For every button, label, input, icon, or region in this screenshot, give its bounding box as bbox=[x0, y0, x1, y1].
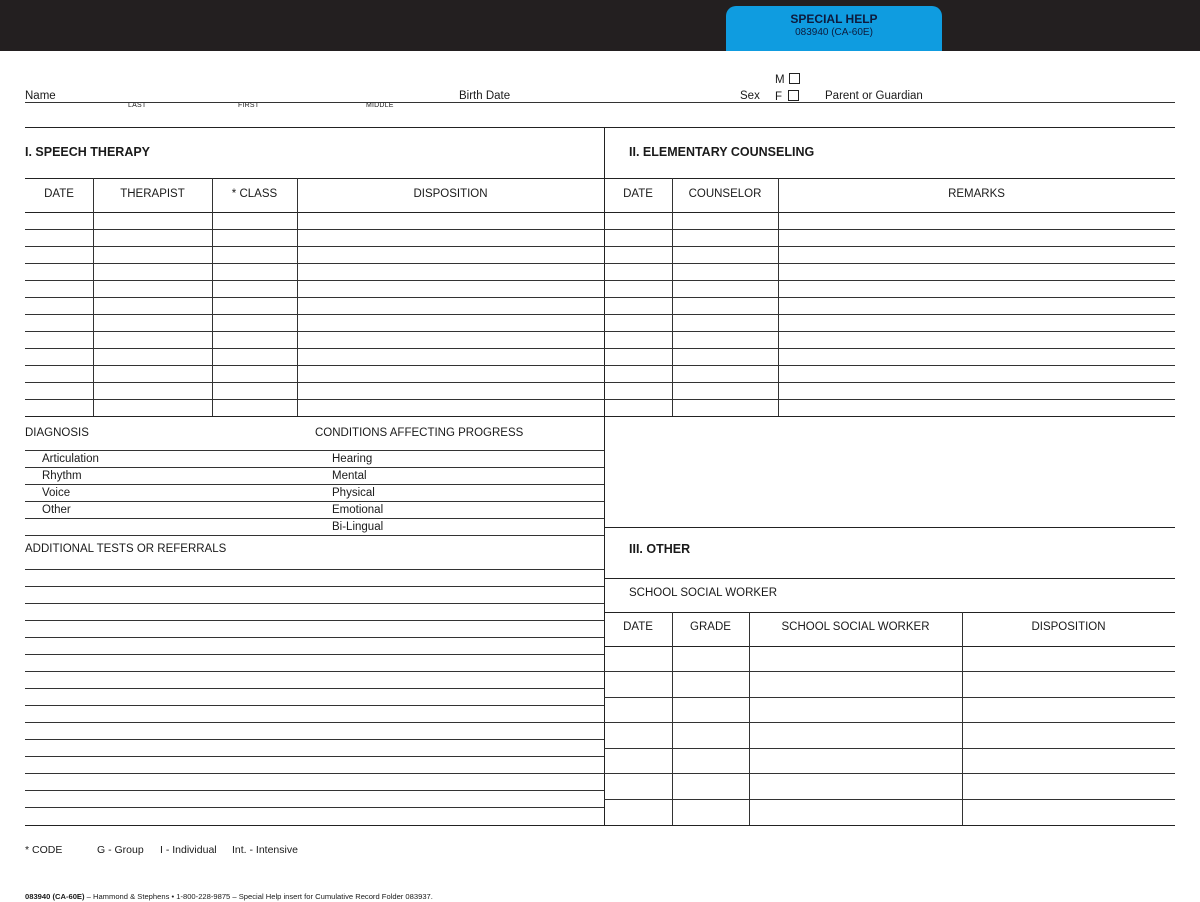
condition-bilingual: Bi-Lingual bbox=[332, 521, 384, 533]
speech-col-therapist: THERAPIST bbox=[120, 188, 185, 200]
table-row bbox=[25, 229, 1175, 230]
speech-therapy-title: I. SPEECH THERAPY bbox=[25, 145, 151, 159]
diagnosis-rule bbox=[25, 450, 604, 451]
other-divider-3 bbox=[962, 612, 963, 825]
diagnosis-rule bbox=[25, 535, 604, 536]
table-row bbox=[25, 246, 1175, 247]
folder-tab bbox=[726, 6, 942, 51]
table-header-bottom-rule bbox=[25, 212, 1175, 213]
header-underline bbox=[25, 102, 1175, 103]
speech-col-date: DATE bbox=[44, 188, 74, 200]
diagnosis-rhythm: Rhythm bbox=[42, 470, 82, 482]
tables-bottom-rule bbox=[25, 416, 1175, 417]
referral-line bbox=[25, 722, 604, 723]
referral-line bbox=[25, 586, 604, 587]
last-label: LAST bbox=[128, 102, 147, 109]
referral-line bbox=[25, 705, 604, 706]
other-header-bottom-rule bbox=[604, 646, 1175, 647]
table-row bbox=[604, 671, 1175, 672]
middle-label: MIDDLE bbox=[366, 102, 394, 109]
guardian-label: Parent or Guardian bbox=[825, 90, 923, 102]
page-bottom-rule bbox=[25, 825, 1175, 826]
additional-tests-label: ADDITIONAL TESTS OR REFERRALS bbox=[25, 543, 227, 555]
table-row bbox=[604, 748, 1175, 749]
referral-line bbox=[25, 637, 604, 638]
other-col-social-worker: SCHOOL SOCIAL WORKER bbox=[781, 621, 930, 633]
code-legend-individual: I - Individual bbox=[160, 844, 217, 856]
other-col-date: DATE bbox=[623, 621, 653, 633]
diagnosis-other: Other bbox=[42, 504, 71, 516]
code-legend-intensive: Int. - Intensive bbox=[232, 844, 298, 856]
center-divider bbox=[604, 127, 605, 825]
female-checkbox[interactable] bbox=[788, 90, 799, 101]
other-col-disposition: DISPOSITION bbox=[1031, 621, 1106, 633]
top-bar bbox=[0, 0, 1200, 51]
social-worker-subtitle: SCHOOL SOCIAL WORKER bbox=[629, 587, 778, 599]
counseling-title: II. ELEMENTARY COUNSELING bbox=[629, 145, 815, 159]
other-col-grade: GRADE bbox=[690, 621, 731, 633]
conditions-label: CONDITIONS AFFECTING PROGRESS bbox=[315, 427, 524, 439]
table-row bbox=[604, 697, 1175, 698]
section-top-rule bbox=[25, 127, 1175, 128]
table-row bbox=[25, 399, 1175, 400]
diagnosis-rule bbox=[25, 501, 604, 502]
referral-line bbox=[25, 569, 604, 570]
male-label: M bbox=[775, 74, 785, 86]
condition-emotional: Emotional bbox=[332, 504, 384, 516]
tab-code: 083940 (CA-60E) bbox=[795, 27, 873, 38]
diagnosis-voice: Voice bbox=[42, 487, 71, 499]
diagnosis-articulation: Articulation bbox=[42, 453, 99, 465]
referral-line bbox=[25, 756, 604, 757]
counseling-col-remarks: REMARKS bbox=[948, 188, 1005, 200]
table-row bbox=[604, 722, 1175, 723]
referral-line bbox=[25, 620, 604, 621]
referral-line bbox=[25, 790, 604, 791]
table-row bbox=[25, 297, 1175, 298]
table-row bbox=[604, 799, 1175, 800]
referral-line bbox=[25, 688, 604, 689]
referral-line bbox=[25, 603, 604, 604]
diagnosis-rule bbox=[25, 484, 604, 485]
sex-label: Sex bbox=[740, 90, 760, 102]
table-row bbox=[25, 314, 1175, 315]
other-header-top-rule bbox=[604, 612, 1175, 613]
footer-note bbox=[25, 892, 433, 901]
table-row bbox=[25, 365, 1175, 366]
male-option[interactable] bbox=[775, 73, 800, 86]
referral-line bbox=[25, 773, 604, 774]
diagnosis-rule bbox=[25, 467, 604, 468]
table-row bbox=[604, 773, 1175, 774]
other-top-rule bbox=[604, 527, 1175, 528]
referral-line bbox=[25, 807, 604, 808]
condition-mental: Mental bbox=[332, 470, 367, 482]
table-row bbox=[25, 280, 1175, 281]
other-divider-2 bbox=[749, 612, 750, 825]
diagnosis-rule bbox=[25, 518, 604, 519]
referral-line bbox=[25, 654, 604, 655]
other-subtitle-rule bbox=[604, 578, 1175, 579]
counseling-col-counselor: COUNSELOR bbox=[688, 188, 762, 200]
birth-date-label: Birth Date bbox=[459, 90, 511, 102]
other-divider-1 bbox=[672, 612, 673, 825]
referral-line bbox=[25, 671, 604, 672]
code-legend-group: G - Group bbox=[97, 844, 144, 856]
code-legend-label: * CODE bbox=[25, 844, 63, 856]
referral-line bbox=[25, 739, 604, 740]
name-label: Name bbox=[25, 90, 56, 102]
tab-title: SPECIAL HELP bbox=[790, 12, 878, 26]
female-label: F bbox=[775, 91, 783, 103]
speech-col-class: * CLASS bbox=[231, 188, 278, 200]
condition-physical: Physical bbox=[332, 487, 375, 499]
table-row bbox=[25, 348, 1175, 349]
table-row bbox=[25, 382, 1175, 383]
speech-col-disposition: DISPOSITION bbox=[413, 188, 488, 200]
table-row bbox=[25, 263, 1175, 264]
table-header-top-rule bbox=[25, 178, 1175, 179]
table-row bbox=[25, 331, 1175, 332]
diagnosis-label: DIAGNOSIS bbox=[25, 427, 89, 439]
male-checkbox[interactable] bbox=[789, 73, 800, 84]
first-label: FIRST bbox=[238, 102, 260, 109]
counseling-col-date: DATE bbox=[623, 188, 653, 200]
other-title: III. OTHER bbox=[629, 542, 691, 556]
footer-text: – Hammond & Stephens • 1-800-228-9875 – Special Help insert for Cumulative Record Folder 083937. bbox=[84, 892, 433, 901]
condition-hearing: Hearing bbox=[332, 453, 373, 465]
footer-form-number: 083940 (CA-60E) bbox=[25, 892, 85, 901]
